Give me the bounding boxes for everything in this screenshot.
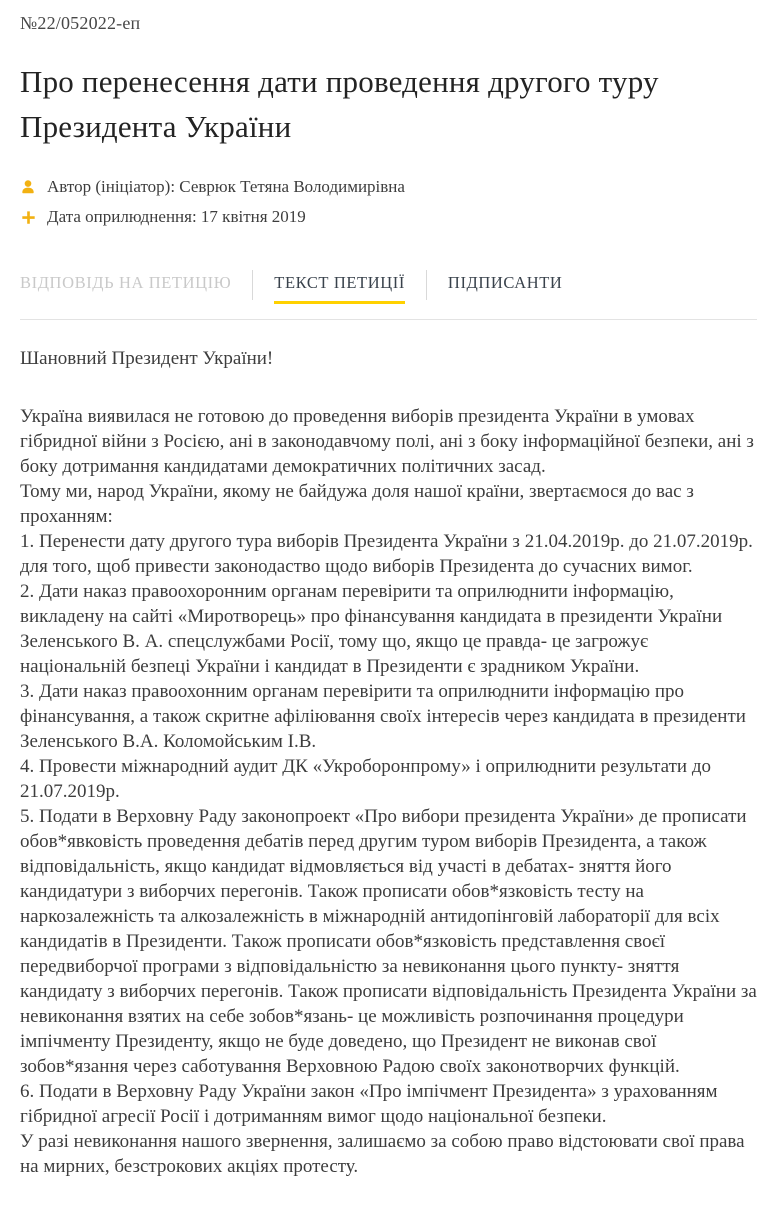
tab-divider — [426, 270, 427, 300]
person-icon — [20, 179, 36, 195]
petition-paragraph: 3. Дати наказ правоохонним органам перевірити та оприлюднити інформацію про фінансування, а також скритне афіліювання своїх інтересів через кандидата в президенти Зеленського В.А. Коломойським І.В. — [20, 681, 746, 752]
petition-tabs — [20, 273, 757, 304]
tab-signers[interactable]: ПІДПИСАНТИ — [447, 273, 563, 292]
tab-divider — [252, 270, 253, 300]
petition-paragraph: 2. Дати наказ правоохоронним органам перевірити та оприлюднити інформацію, викладену на сайті «Миротворець» про фінансування кандидата в президенти України Зеленського В. А. спецслужбами Росії, тому що, якщо це правда- це загрожує національній безпеці України і кандидат в Президенти є зрадником України. — [20, 581, 723, 677]
page-title: Про перенесення дати проведення другого туру Президента України — [20, 64, 659, 144]
petition-paragraph: 6. Подати в Верховну Раду України закон «Про імпічмент Президента» з урахованням гібридної агресії Росії і дотриманням вимог щодо національної безпеки. — [20, 1081, 718, 1127]
petition-meta — [20, 172, 757, 232]
petition-body — [20, 346, 757, 1179]
tab-petition-text[interactable]: ТЕКСТ ПЕТИЦІЇ — [274, 273, 405, 304]
petition-paragraph: 4. Провести міжнародний аудит ДК «Укроборонпрому» і оприлюднити результати до 21.07.2019р. — [20, 756, 712, 802]
publish-date-row — [20, 202, 757, 232]
petition-paragraph: У разі невиконання нашого звернення, залишаємо за собою право відстоювати свої права на мирних, безстрокових акціях протесту. — [20, 1131, 745, 1177]
petition-paragraph: 5. Подати в Верховну Раду законопроект «Про вибори президента України» де прописати обов*явковість проведення дебатів перед другим туром виборів Президента, а також відповідальність, якщо кандидат відмовляється від участі в дебатах- зняття його кандидатури з виборчих перегонів. Також прописати обов*язковість тесту на наркозалежність та алкозалежність в міжнародній антидопінговій лабораторії для всіх кандидатів в Президенти. Також прописати обов*язковість представлення своєї передвиборчої програми з відповідальністю за невиконання цього пункту- зняття кандидату з виборчих перегонів. Також прописати відповідальність Президента України за невиконання взятих на себе зобов*язань- це можливість розпочинання процедури імпічменту Президенту, якщо не буде доведено, що Президент не виконав свої зобов*язання через саботування Верховною Радою своїх законотворчих функцій. — [20, 806, 757, 1077]
author-row — [20, 172, 757, 202]
salutation: Шановний Президент України! — [20, 348, 274, 369]
petition-number: №22/052022-еп — [20, 13, 141, 33]
section-divider — [20, 319, 757, 320]
tab-response[interactable]: ВІДПОВІДЬ НА ПЕТИЦІЮ — [20, 273, 232, 292]
publish-date-label: Дата оприлюднення: 17 квітня 2019 — [47, 207, 306, 226]
author-label: Автор (ініціатор): Севрюк Тетяна Володимирівна — [47, 177, 405, 196]
petition-paragraph: 1. Перенести дату другого тура виборів Президента України з 21.04.2019р. до 21.07.2019р. для того, щоб привести законодаство щодо виборів Президента до сучасних вимог. — [20, 531, 753, 577]
petition-paragraph: Україна виявилася не готовою до проведення виборів президента України в умовах гібридної війни з Росією, ані в законодавчому полі, ані з боку інформаційної безпеки, ані з боку дотримання кандидатами демократичних політичних засад. — [20, 406, 754, 477]
petition-paragraph: Тому ми, народ України, якому не байдужа доля нашої країни, звертаємося до вас з проханням: — [20, 481, 694, 527]
plus-icon — [20, 209, 36, 225]
